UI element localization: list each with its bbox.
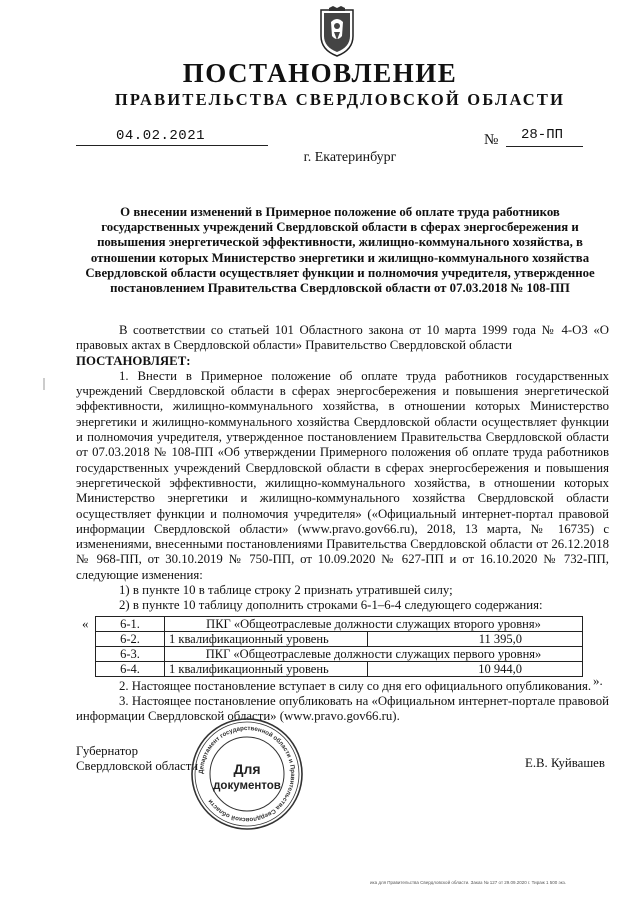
number-sign: №: [484, 132, 499, 148]
table-row: [96, 631, 583, 646]
margin-mark: [42, 378, 47, 390]
row-number: 6-1.: [96, 616, 165, 631]
row-text: ПКГ «Общеотраслевые должности служащих второго уровня»: [165, 616, 583, 631]
decree-title: О внесении изменений в Примерное положение об оплате труда работников государственных учреждений Свердловской области в сферах энергосбережения и повышения энергетической эффективности, жилищно-коммунального хозяйства, в отношении которых Министерство энергетики и жилищно-коммунального хозяйства Свердловской области осуществляет функции и полномочия учредителя, утвержденное постановлением Правительства Свердловской области от 07.03.2018 № 108-ПП: [85, 205, 595, 296]
print-footer: ика для Правительства Свердловской области. Заказ № 127 от 29.09.2020 г. Тираж 1 500 экз.: [370, 880, 567, 885]
item-2: 2. Настоящее постановление вступает в силу со дня его официального опубликования.: [119, 678, 592, 693]
stamp-line-1: Для: [233, 761, 261, 777]
document-subtitle: ПРАВИТЕЛЬСТВА СВЕРДЛОВСКОЙ ОБЛАСТИ: [114, 90, 566, 109]
decree-word: ПОСТАНОВЛЯЕТ:: [76, 353, 191, 368]
document-date: 04.02.2021: [116, 128, 206, 144]
amendment-table: [95, 616, 583, 677]
row-text: ПКГ «Общеотраслевые должности служащих первого уровня»: [165, 646, 583, 661]
row-value: 11 395,0: [368, 631, 583, 646]
date-underline: [76, 145, 268, 146]
city: г. Екатеринбург: [303, 150, 397, 165]
document-number: 28-ПП: [521, 127, 564, 143]
signatory-position: [76, 744, 198, 775]
table-row: [96, 646, 583, 661]
row-text: 1 квалификационный уровень: [165, 631, 368, 646]
number-underline: [506, 146, 583, 147]
table-row: [96, 616, 583, 631]
row-text: 1 квалификационный уровень: [165, 661, 368, 676]
table-row: [96, 661, 583, 676]
position-line-1: Губернатор: [76, 744, 138, 758]
intro-paragraph: В соответствии со статьей 101 Областного закона от 10 марта 1999 года № 4-ОЗ «О правовых актах в Свердловской области» Правительство Свердловской области: [76, 323, 609, 353]
coat-of-arms-icon: [317, 6, 357, 58]
row-number: 6-3.: [96, 646, 165, 661]
quote-open: «: [82, 615, 89, 631]
row-value: 10 944,0: [368, 661, 583, 676]
stamp-line-2: документов: [213, 780, 281, 792]
row-number: 6-2.: [96, 631, 165, 646]
quote-close: ».: [593, 672, 603, 688]
row-number: 6-4.: [96, 661, 165, 676]
round-stamp: [189, 716, 305, 832]
position-line-2: Свердловской области: [76, 759, 199, 774]
decree-body: [76, 323, 609, 725]
stamp-ring-text: Департамент государственной области и Правительства Свердловской области: [197, 724, 297, 824]
item-1: 1. Внести в Примерное положение об оплате труда работников государственных учреждений Свердловской области в сферах энергосбережения и повышения энергетической эффективности, жилищно-коммунального хозяйства, в отношении которых Министерство энергетики и жилищно-коммунального хозяйства Свердловской области осуществляет функции и полномочия учредителя, утвержденное постановлением Правительства Свердловской области от 07.03.2018 № 108-ПП «Об утверждении Примерного положения об оплате труда работников государственных учреждений Свердловской области в сферах энергосбережения и повышения энергетической эффективности, жилищно-коммунального хозяйства, в отношении которых Министерство энергетики и жилищно-коммунального хозяйства Свердловской области осуществляет функции и полномочия учредителя» («Официальный интернет-портал правовой информации Свердловской области» (www.pravo.gov66.ru), 2018, 13 марта, № 16735) с изменениями, внесенными постановлениями Правительства Свердловской области от 26.12.2018 № 968-ПП, от 30.10.2019 № 750-ПП, от 10.09.2020 № 627-ПП и от 16.10.2020 № 732-ПП, следующие изменения:: [76, 368, 609, 582]
subitem-1: 1) в пункте 10 в таблице строку 2 признать утратившей силу;: [119, 583, 453, 598]
document-title: ПОСТАНОВЛЕНИЕ: [182, 58, 458, 88]
item-3: 3. Настоящее постановление опубликовать на «Официальном интернет-портале правовой информации Свердловской области» (www.pravo.gov66.ru).: [76, 693, 609, 724]
subitem-2: 2) в пункте 10 таблицу дополнить строками 6-1–6-4 следующего содержания:: [119, 598, 543, 613]
signatory-name: Е.В. Куйвашев: [525, 756, 605, 770]
